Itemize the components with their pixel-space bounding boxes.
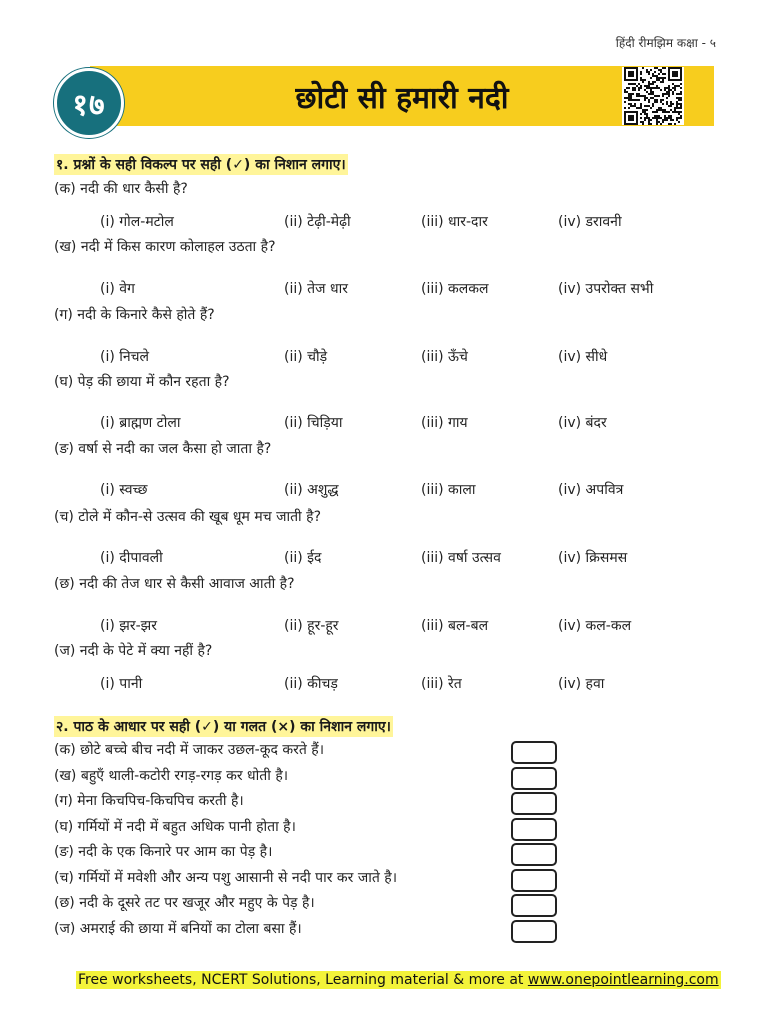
answer-option[interactable]: (ii) हूर-हूर: [284, 618, 339, 634]
answer-option[interactable]: (iii) बल-बल: [421, 618, 489, 634]
answer-option[interactable]: (i) निचले: [100, 349, 150, 365]
answer-option[interactable]: (ii) ईद: [284, 550, 322, 566]
footer-text: Free worksheets, NCERT Solutions, Learning material & more at: [78, 972, 528, 988]
footer-link[interactable]: www.onepointlearning.com: [527, 972, 719, 988]
answer-option[interactable]: (iii) धार-दार: [421, 214, 488, 230]
statement: (छ) नदी के दूसरे तट पर खजूर और महुए के पेड़ है।: [54, 895, 315, 911]
answer-option[interactable]: (iii) रेत: [421, 676, 462, 692]
question: (छ) नदी की तेज धार से कैसी आवाज आती है?: [54, 576, 295, 592]
answer-option[interactable]: (iv) कल-कल: [558, 618, 632, 634]
answer-option[interactable]: (iii) वर्षा उत्सव: [421, 550, 501, 566]
answer-option[interactable]: (iv) बंदर: [558, 415, 607, 431]
answer-option[interactable]: (ii) अशुद्ध: [284, 482, 339, 498]
answer-option[interactable]: (iii) ऊँचे: [421, 349, 468, 365]
question: (क) नदी की धार कैसी है?: [54, 181, 188, 197]
answer-option[interactable]: (i) गोल-मटोल: [100, 214, 174, 230]
answer-box[interactable]: [511, 818, 557, 841]
answer-box[interactable]: [511, 869, 557, 892]
answer-option[interactable]: (ii) चौड़े: [284, 349, 328, 365]
statement: (ङ) नदी के एक किनारे पर आम का पेड़ है।: [54, 844, 273, 860]
answer-box[interactable]: [511, 767, 557, 790]
answer-box[interactable]: [511, 920, 557, 943]
answer-option[interactable]: (iv) सीधे: [558, 349, 608, 365]
answer-option[interactable]: (ii) टेढ़ी-मेढ़ी: [284, 214, 351, 230]
page-title: छोटी सी हमारी नदी: [295, 80, 509, 116]
section2-heading: २. पाठ के आधार पर सही (✓) या गलत (×) का निशान लगाए।: [54, 716, 393, 737]
header-subtitle: हिंदी रीमझिम कक्षा - ५: [615, 36, 716, 50]
answer-option[interactable]: (i) स्वच्छ: [100, 482, 148, 498]
question: (ज) नदी के पेटे में क्या नहीं है?: [54, 643, 213, 659]
answer-option[interactable]: (i) वेग: [100, 281, 135, 297]
statement: (क) छोटे बच्चे बीच नदी में जाकर उछल-कूद करते हैं।: [54, 742, 325, 758]
section1-heading: १. प्रश्नों के सही विकल्प पर सही (✓) का निशान लगाए।: [54, 154, 348, 175]
answer-option[interactable]: (i) झर-झर: [100, 618, 157, 634]
question: (च) टोले में कौन-से उत्सव की खूब धूम मच जाती है?: [54, 509, 322, 525]
answer-option[interactable]: (iv) डरावनी: [558, 214, 622, 230]
statement: (ज) अमराई की छाया में बनियों का टोला बसा हैं।: [54, 920, 302, 937]
answer-option[interactable]: (iv) क्रिसमस: [558, 550, 628, 566]
statement: (घ) गर्मियों में नदी में बहुत अधिक पानी होता है।: [54, 818, 296, 835]
statement: (ग) मेना किचपिच-किचपिच करती है।: [54, 793, 244, 809]
answer-box[interactable]: [511, 792, 557, 815]
question: (ग) नदी के किनारे कैसे होते हैं?: [54, 307, 215, 323]
answer-option[interactable]: (iv) उपरोक्त सभी: [558, 281, 654, 297]
question: (ङ) वर्षा से नदी का जल कैसा हो जाता है?: [54, 441, 272, 457]
answer-option[interactable]: (iv) हवा: [558, 676, 605, 692]
answer-option[interactable]: (iv) अपवित्र: [558, 482, 624, 498]
answer-option[interactable]: (ii) तेज धार: [284, 281, 348, 297]
answer-option[interactable]: (i) पानी: [100, 676, 143, 692]
question: (घ) पेड़ की छाया में कौन रहता है?: [54, 374, 230, 390]
footer: [76, 971, 721, 989]
answer-option[interactable]: (iii) गाय: [421, 415, 468, 431]
answer-option[interactable]: (ii) चिड़िया: [284, 415, 343, 431]
answer-option[interactable]: (i) ब्राह्मण टोला: [100, 415, 181, 431]
answer-box[interactable]: [511, 843, 557, 866]
answer-option[interactable]: (iii) कलकल: [421, 281, 489, 297]
answer-option[interactable]: (ii) कीचड़: [284, 676, 338, 692]
answer-box[interactable]: [511, 741, 557, 764]
answer-box[interactable]: [511, 894, 557, 917]
qr-code-icon[interactable]: [622, 67, 684, 125]
chapter-number: १७: [72, 87, 106, 123]
statement: (ख) बहुएँ थाली-कटोरी रगड़-रगड़ कर धोती है।: [54, 767, 289, 784]
answer-option[interactable]: (iii) काला: [421, 482, 476, 498]
statement: (च) गर्मियों में मवेशी और अन्य पशु आसानी से नदी पार कर जाते है।: [54, 869, 398, 886]
question: (ख) नदी में किस कारण कोलाहल उठता है?: [54, 239, 276, 255]
chapter-number-badge: [54, 68, 124, 138]
answer-option[interactable]: (i) दीपावली: [100, 550, 163, 566]
